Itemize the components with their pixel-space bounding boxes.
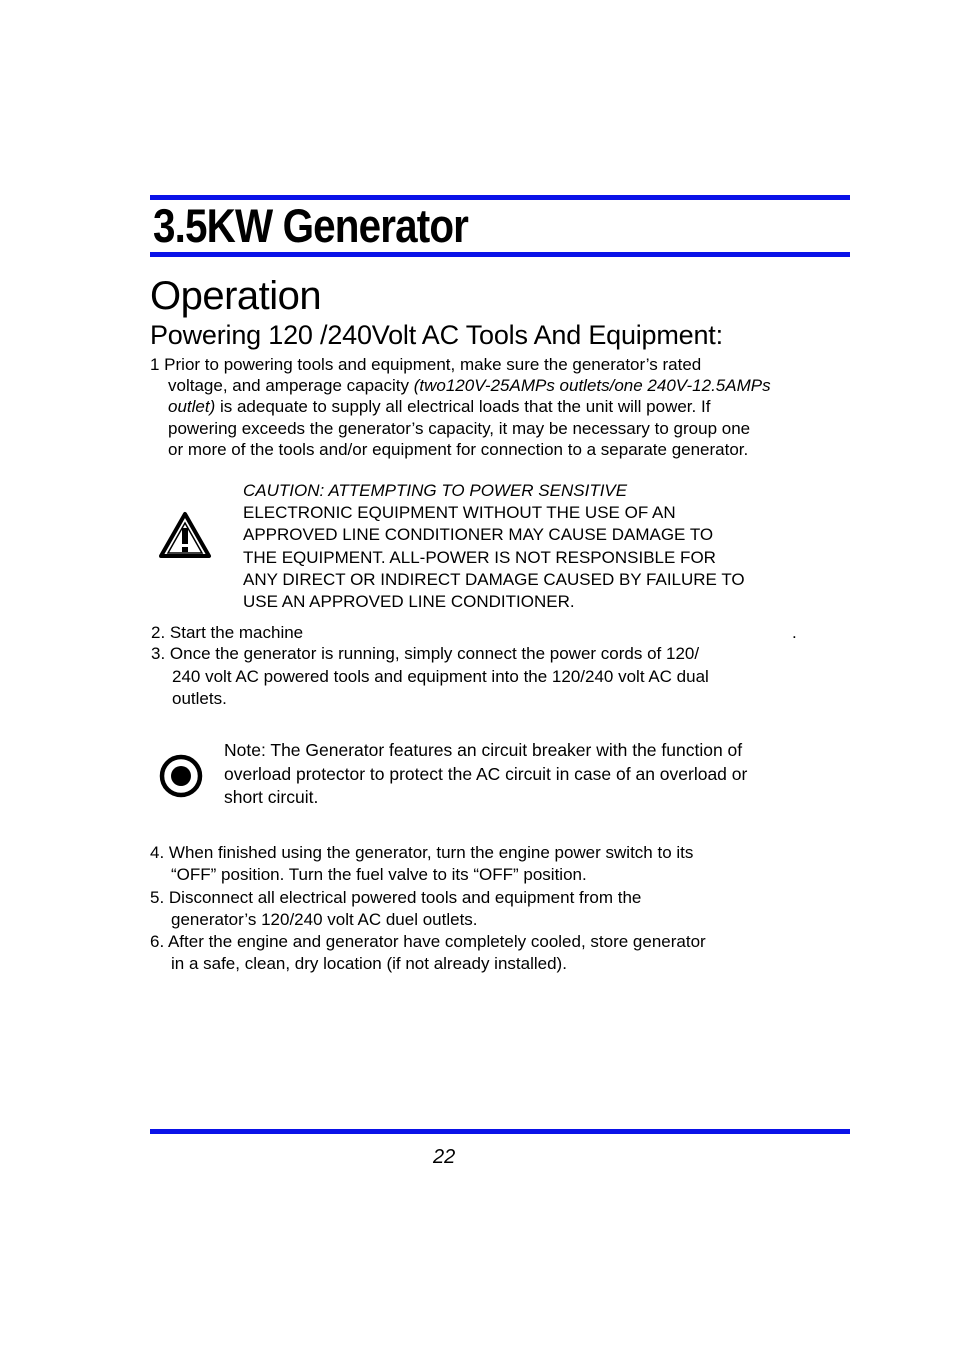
note-line1: Note: The Generator features an circuit breaker with the function of: [224, 740, 743, 760]
step6-line2: in a safe, clean, dry location (if not already installed).: [171, 954, 567, 973]
step2-text: 2. Start the machine: [151, 623, 304, 642]
note-line2: overload protector to protect the AC circuit in case of an overload or: [224, 764, 748, 784]
step1-line3-text: is adequate to supply all electrical loads that the unit will power. If: [215, 397, 711, 416]
step1-line1: 1 Prior to powering tools and equipment, make sure the generator’s rated: [150, 355, 702, 374]
section-heading: Operation: [150, 274, 322, 318]
step1-line2: [168, 375, 771, 397]
caution-line2: ELECTRONIC EQUIPMENT WITHOUT THE USE OF AN: [243, 503, 676, 522]
caution-line5: ANY DIRECT OR INDIRECT DAMAGE CAUSED BY FAILURE TO: [243, 570, 745, 589]
step1-line3-italic: outlet): [168, 397, 216, 416]
note-bullet-icon: [158, 753, 204, 799]
warning-triangle-icon: [158, 510, 212, 560]
step4-line1: 4. When finished using the generator, turn the engine power switch to its: [150, 843, 694, 862]
step2-trailing: .: [792, 623, 797, 642]
step3-line3: outlets.: [172, 689, 227, 708]
step1-line4: powering exceeds the generator’s capacity, it may be necessary to group one: [168, 419, 751, 438]
step1-line2-italic: (two120V-25AMPs outlets/one 240V-12.5AMPs: [413, 376, 771, 395]
step5-line2: generator’s 120/240 volt AC duel outlets.: [171, 910, 478, 929]
section-subheading: Powering 120 /240Volt AC Tools And Equipment:: [150, 320, 723, 350]
header-bottom-rule: [150, 252, 850, 257]
step1-line3: [168, 396, 710, 418]
step3-line1: 3. Once the generator is running, simply connect the power cords of 120/: [151, 644, 700, 663]
step5-line1: 5. Disconnect all electrical powered tools and equipment from the: [150, 888, 642, 907]
caution-line4: THE EQUIPMENT. ALL-POWER IS NOT RESPONSIBLE FOR: [243, 548, 716, 567]
step1-line2-text: voltage, and amperage capacity: [168, 376, 414, 395]
note-line3: short circuit.: [224, 787, 319, 807]
step1-line5: or more of the tools and/or equipment for connection to a separate generator.: [168, 440, 749, 459]
page-number: 22: [433, 1146, 456, 1168]
step6-line1: 6. After the engine and generator have completely cooled, store generator: [150, 932, 706, 951]
step3-line2: 240 volt AC powered tools and equipment into the 120/240 volt AC dual: [172, 667, 709, 686]
footer-rule: [150, 1129, 850, 1134]
step4-line2: “OFF” position. Turn the fuel valve to its “OFF” position.: [171, 865, 587, 884]
caution-line1: CAUTION: ATTEMPTING TO POWER SENSITIVE: [243, 481, 628, 500]
caution-line3: APPROVED LINE CONDITIONER MAY CAUSE DAMAGE TO: [243, 525, 714, 544]
document-title: 3.5KW Generator: [153, 199, 469, 252]
caution-line6: USE AN APPROVED LINE CONDITIONER.: [243, 592, 575, 611]
